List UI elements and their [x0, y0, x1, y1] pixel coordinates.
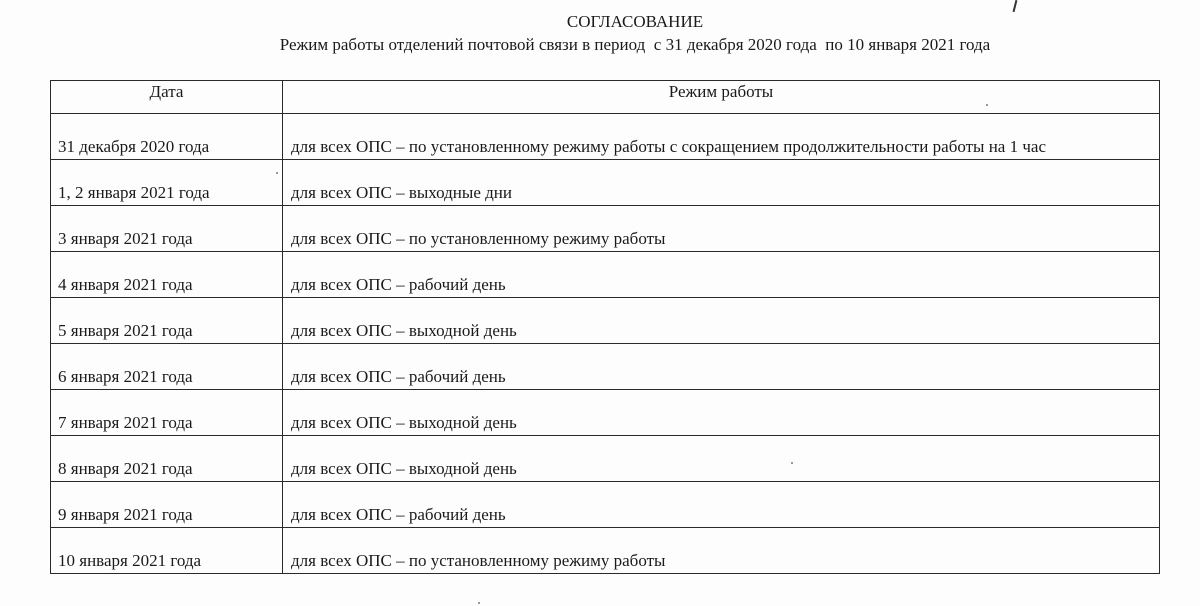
mode-cell: для всех ОПС – рабочий день: [283, 252, 1160, 298]
table-row: [51, 298, 1160, 344]
document-subtitle: Режим работы отделений почтовой связи в период с 31 декабря 2020 года по 10 января 2021 года: [279, 35, 991, 54]
table-row: [51, 252, 1160, 298]
date-cell: 5 января 2021 года: [51, 298, 283, 344]
document-title: СОГЛАСОВАНИЕ: [566, 12, 704, 31]
mode-cell: для всех ОПС – выходной день: [283, 390, 1160, 436]
column-header-date: Дата: [51, 81, 283, 114]
table-header-row: [51, 81, 1160, 114]
date-cell: 7 января 2021 года: [51, 390, 283, 436]
schedule-table: [50, 80, 1160, 574]
pen-mark: [1013, 0, 1018, 12]
date-cell: 10 января 2021 года: [51, 528, 283, 574]
document-header: [0, 12, 1200, 55]
mode-cell: для всех ОПС – по установленному режиму работы с сокращением продолжительности работы на 1 час: [283, 114, 1160, 160]
mode-cell: для всех ОПС – по установленному режиму работы: [283, 206, 1160, 252]
date-cell: 8 января 2021 года: [51, 436, 283, 482]
table-row: [51, 160, 1160, 206]
date-cell: 1, 2 января 2021 года: [51, 160, 283, 206]
mode-cell: для всех ОПС – выходной день: [283, 436, 1160, 482]
mode-cell: для всех ОПС – выходной день: [283, 298, 1160, 344]
date-cell: 9 января 2021 года: [51, 482, 283, 528]
mode-cell: для всех ОПС – рабочий день: [283, 344, 1160, 390]
date-cell: 31 декабря 2020 года: [51, 114, 283, 160]
table-row: [51, 344, 1160, 390]
table-row: [51, 390, 1160, 436]
mode-cell: для всех ОПС – выходные дни: [283, 160, 1160, 206]
column-header-mode: Режим работы: [283, 81, 1160, 114]
table-row: [51, 436, 1160, 482]
mode-cell: для всех ОПС – по установленному режиму работы: [283, 528, 1160, 574]
table-row: [51, 114, 1160, 160]
table-row: [51, 482, 1160, 528]
table-row: [51, 206, 1160, 252]
date-cell: 3 января 2021 года: [51, 206, 283, 252]
scan-speck: [478, 602, 480, 604]
mode-cell: для всех ОПС – рабочий день: [283, 482, 1160, 528]
table-row: [51, 528, 1160, 574]
date-cell: 6 января 2021 года: [51, 344, 283, 390]
date-cell: 4 января 2021 года: [51, 252, 283, 298]
